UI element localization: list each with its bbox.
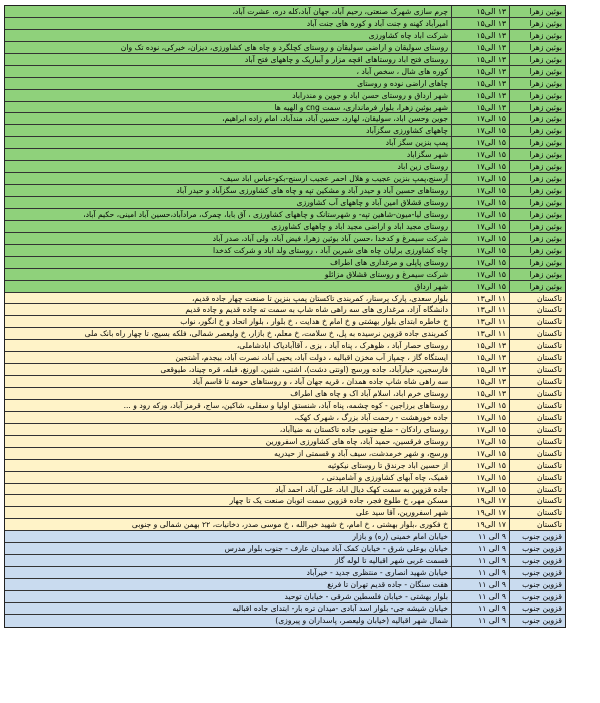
time-range-cell: ۱۵ الی۱۷ — [451, 400, 509, 411]
table-row — [5, 531, 565, 543]
area-description-cell: بلوار بهشتی - خیابان فلسطین شرقی - خیابان توحید — [284, 591, 448, 601]
region-cell: تاکستان — [509, 495, 565, 506]
region-cell: تاکستان — [509, 352, 565, 363]
area-description-cell: پمپ بنزین سگز آباد — [385, 138, 448, 148]
time-range-cell: ۱۵ الی۱۷ — [451, 185, 509, 196]
area-description-cell: کوره های شال ، سخص آباد ، — [356, 66, 448, 76]
region-cell: تاکستان — [509, 484, 565, 495]
region-cell: قزوین جنوب — [509, 555, 565, 566]
time-range-cell: ۱۱ الی۱۳ — [451, 316, 509, 327]
area-description-cell: روستای پاپلی و مرغداری های اطراف — [330, 257, 448, 267]
region-cell: تاکستان — [509, 316, 565, 327]
area-description-cell: امیرآباد کهنه و جنت آباد و کوره های جنت آباد — [306, 18, 448, 28]
time-range-cell: ۱۳ الی۱۵ — [451, 6, 509, 17]
table-row — [5, 591, 565, 603]
region-cell: بوئین زهرا — [509, 66, 565, 77]
time-range-cell: ۹ الی ۱۱ — [451, 567, 509, 578]
area-description-cell: چاههای کشاورزی سگزآباد — [366, 126, 448, 136]
area-description-cell: روستاهای برزاجین - کوه چشمه، پناه آباد، شنستق اولیا و سفلی، شاکین، ساج، قرمز آباد، ورکه رود و ... — [123, 400, 448, 410]
area-description-cell: چرم سازی شهرک صنعتی، رحیم آباد، جهان آباد،کله دره، عشرت آباد، — [232, 7, 448, 16]
table-row — [5, 579, 565, 591]
area-description-cell: شرکت اباد چاه کشاورزی — [368, 30, 448, 40]
time-range-cell: ۱۵ الی۱۷ — [451, 125, 509, 136]
region-cell: بوئین زهرا — [509, 221, 565, 232]
region-cell: تاکستان — [509, 507, 565, 518]
region-cell: بوئین زهرا — [509, 257, 565, 268]
time-range-cell: ۹ الی ۱۱ — [451, 531, 509, 542]
area-description-cell: خیابان شیشه جی- بلوار اسد آبادی -میدان تره بار- ابتدای جاده اقبالیه — [232, 603, 448, 613]
region-cell: قزوین جنوب — [509, 579, 565, 590]
table-row — [5, 615, 565, 627]
table-row — [5, 221, 565, 233]
table-row — [5, 113, 565, 125]
area-description-cell: ایستگاه گاز ، چمپاز آب مخزن اقبالیه ، دولت آباد، یحیی آباد، نصرت آباد، بیجدم، آشتجین — [175, 353, 448, 363]
area-description-cell: شرکت سیمرغ و کدخدا ،حسن آباد بوئین زهرا، فیض آباد، ولی آباد، صدر آباد — [212, 233, 448, 243]
time-range-cell: ۱۵ الی۱۷ — [451, 472, 509, 483]
region-cell: بوئین زهرا — [509, 6, 565, 17]
area-description-cell: روستای فتح اباد روستاهای اقچه مزار و آبباریک و چاههای فتح آباد — [244, 54, 448, 64]
time-range-cell: ۱۳ الی۱۵ — [451, 340, 509, 351]
table-row — [5, 472, 565, 484]
area-description-cell: شهر ارداق — [414, 281, 448, 291]
region-cell: بوئین زهرا — [509, 149, 565, 160]
table-row — [5, 6, 565, 18]
table-row — [5, 424, 565, 436]
region-cell: تاکستان — [509, 436, 565, 447]
table-row — [5, 519, 565, 531]
area-description-cell: روستای فرقسین، حمید آباد، چاه های کشاورزی اسفرورین — [265, 436, 448, 446]
time-range-cell: ۱۵ الی۱۷ — [451, 448, 509, 459]
region-cell: بوئین زهرا — [509, 269, 565, 280]
time-range-cell: ۱۵ الی۱۷ — [451, 269, 509, 280]
region-cell: تاکستان — [509, 293, 565, 304]
region-cell: تاکستان — [509, 328, 565, 339]
area-description-cell: روستای قشلاق امین آباد و چاههای آب کشاورزی — [296, 198, 448, 207]
table-row — [5, 90, 565, 102]
table-row — [5, 30, 565, 42]
region-cell: قزوین جنوب — [509, 591, 565, 602]
time-range-cell: ۱۵ الی۱۷ — [451, 161, 509, 172]
time-range-cell: ۱۱ الی۱۳ — [451, 328, 509, 339]
table-row — [5, 78, 565, 90]
area-description-cell: خیابان شهید انصاری - منتظری جدید - خیرآباد — [306, 568, 448, 578]
region-cell: بوئین زهرا — [509, 54, 565, 65]
area-description-cell: جاده قزوین به سمت کهک دیال اباد، علی آباد، احمد آباد — [275, 484, 448, 494]
time-range-cell: ۹ الی ۱۱ — [451, 555, 509, 566]
region-cell: بوئین زهرا — [509, 30, 565, 41]
time-range-cell: ۱۳ الی۱۵ — [451, 388, 509, 399]
area-description-cell: دانشگاه آزاد، مرغداری های سه راهی شاه شاپ به سمت ته چاده قدیم و چاده قدیم — [185, 305, 448, 315]
table-row — [5, 388, 565, 400]
area-description-cell: کمربندی جاده قزوین نرسیده به پل، خ سلامت، خ معلم، خ بازار، خ ولیعصر شمالی، فلکه بسیج، تا چهار راه بانک ملی — [84, 329, 448, 339]
table-row — [5, 185, 565, 197]
table-row — [5, 352, 565, 364]
region-cell: تاکستان — [509, 460, 565, 471]
table-row — [5, 66, 565, 78]
time-range-cell: ۱۵ الی۱۷ — [451, 149, 509, 160]
table-row — [5, 149, 565, 161]
area-description-cell: چاه کشاورزی برلیان چاه های شیرین آباد ، روستای ولد اباد و شرکت کدخدا — [213, 245, 448, 255]
time-range-cell: ۱۵ الی۱۷ — [451, 233, 509, 244]
region-cell: تاکستان — [509, 388, 565, 399]
region-cell: قزوین جنوب — [509, 531, 565, 542]
time-range-cell: ۱۳ الی۱۵ — [451, 30, 509, 41]
time-range-cell: ۱۵ الی۱۷ — [451, 137, 509, 148]
time-range-cell: ۱۳ الی۱۵ — [451, 364, 509, 375]
table-row — [5, 257, 565, 269]
table-row — [5, 281, 565, 293]
table-row — [5, 245, 565, 257]
region-cell: بوئین زهرا — [509, 137, 565, 148]
region-cell: بوئین زهرا — [509, 113, 565, 124]
area-description-cell: قمیک، چاه آبهای کشاورزی و آشامیدنی ، — [321, 472, 448, 482]
table-row — [5, 18, 565, 30]
time-range-cell: ۱۵ الی۱۷ — [451, 257, 509, 268]
region-cell: تاکستان — [509, 424, 565, 435]
region-cell: بوئین زهرا — [509, 197, 565, 208]
area-description-cell: جاده خورهشت - رحمت آباد بزرگ ، شهرک کهک، — [294, 412, 448, 422]
table-row — [5, 197, 565, 209]
table-row — [5, 448, 565, 460]
area-description-cell: شرکت سیمرغ و روستای قشلاق مزائلو — [324, 269, 448, 279]
table-row — [5, 412, 565, 424]
time-range-cell: ۱۷ الی۱۹ — [451, 507, 509, 518]
area-description-cell: روستاهای حسین آباد و حیدر آباد و مشکین تپه و چاه های کشاورزی سگزآباد و حیدر آباد — [176, 186, 448, 196]
time-range-cell: ۹ الی ۱۱ — [451, 615, 509, 627]
area-description-cell: روستای سولیقان و اراضی سولیقان و روستای کچلگرد و چاه های کشاورزی، دیزان، خیرکی، نوده تک وان — [120, 42, 448, 52]
table-row — [5, 460, 565, 472]
time-range-cell: ۱۳ الی۱۵ — [451, 376, 509, 387]
outage-schedule-table — [4, 5, 566, 628]
region-cell: تاکستان — [509, 412, 565, 423]
region-cell: بوئین زهرا — [509, 209, 565, 220]
table-row — [5, 173, 565, 185]
time-range-cell: ۱۵ الی۱۷ — [451, 436, 509, 447]
region-cell: تاکستان — [509, 340, 565, 351]
region-cell: قزوین جنوب — [509, 567, 565, 578]
table-row — [5, 209, 565, 221]
time-range-cell: ۱۵ الی۱۷ — [451, 197, 509, 208]
area-description-cell: مسکن مهر، خ طلوع فجر، جاده قزوین سمت اتوبان صنعت یک تا چهار — [229, 496, 448, 506]
table-row — [5, 54, 565, 66]
time-range-cell: ۱۳ الی۱۵ — [451, 54, 509, 65]
area-description-cell: روستای حصار آباد ، ظوهرک ، پناه آباد ، بزی ، آقاآبادیاک ابادشاملی، — [236, 341, 448, 351]
table-row — [5, 543, 565, 555]
table-row — [5, 484, 565, 496]
region-cell: تاکستان — [509, 376, 565, 387]
table-row — [5, 316, 565, 328]
table-row — [5, 364, 565, 376]
area-description-cell: خیابان امام خمینی (ره) و بازار — [352, 532, 448, 542]
area-description-cell: شهر سگزاباد — [406, 150, 448, 160]
area-description-cell: سه راهی شاه شاپ جاده همدان ، قریه جهان آباد ، و روستاهای حومه تا قاسم آباد — [192, 377, 448, 387]
region-cell: بوئین زهرا — [509, 161, 565, 172]
region-cell: بوئین زهرا — [509, 78, 565, 89]
table-row — [5, 567, 565, 579]
time-range-cell: ۹ الی ۱۱ — [451, 543, 509, 554]
table-row — [5, 376, 565, 388]
area-description-cell: شهر اسفرورین، آقا سید علی — [356, 508, 448, 518]
time-range-cell: ۱۵ الی۱۷ — [451, 460, 509, 471]
time-range-cell: ۱۷ الی۱۹ — [451, 495, 509, 506]
time-range-cell: ۱۳ الی۱۵ — [451, 78, 509, 89]
region-cell: بوئین زهرا — [509, 18, 565, 29]
table-row — [5, 102, 565, 114]
table-row — [5, 233, 565, 245]
region-cell: بوئین زهرا — [509, 185, 565, 196]
region-cell: بوئین زهرا — [509, 42, 565, 53]
area-description-cell: شهر بوئین زهرا، بلوار فرمانداری، سمت cng و الهیه ها — [274, 102, 448, 112]
table-row — [5, 137, 565, 149]
table-row — [5, 328, 565, 340]
time-range-cell: ۹ الی ۱۱ — [451, 603, 509, 614]
time-range-cell: ۱۵ الی۱۷ — [451, 173, 509, 184]
area-description-cell: خ فکوری ،بلوار بهشتی ، خ امام، خ شهید خیرالله ، خ موسی صدر، دخانیات، ۲۲ بهمن شمالی و جنوبی — [131, 520, 448, 530]
table-row — [5, 269, 565, 281]
table-row — [5, 603, 565, 615]
area-description-cell: آرسنج،پمپ بنزین عجیب و هلال احمر عجیب ارسنج-بکو-عباس اباد سیف- — [219, 174, 448, 184]
region-cell: بوئین زهرا — [509, 90, 565, 101]
time-range-cell: ۱۳ الی۱۵ — [451, 352, 509, 363]
time-range-cell: ۱۵ الی۱۷ — [451, 412, 509, 423]
time-range-cell: ۱۷ الی۱۹ — [451, 519, 509, 530]
table-row — [5, 125, 565, 137]
region-cell: بوئین زهرا — [509, 281, 565, 292]
area-description-cell: خیابان بوعلی شرق - خیابان کمک آباد میدان عارف - جنوب بلوار مدرس — [224, 544, 448, 554]
region-cell: تاکستان — [509, 472, 565, 483]
time-range-cell: ۱۳ الی۱۵ — [451, 42, 509, 53]
region-cell: تاکستان — [509, 304, 565, 315]
region-cell: بوئین زهرا — [509, 245, 565, 256]
table-row — [5, 400, 565, 412]
area-description-cell: قسمت غربی شهر اقبالیه تا لوله گاز — [334, 556, 448, 566]
table-row — [5, 507, 565, 519]
area-description-cell: خ خاطره ابتدای بلوار بهشتی و خ امام خ هدایت ، خ بلوار ، بلوار اتحاد و خ انگور، نواب — [180, 317, 448, 327]
time-range-cell: ۱۳ الی۱۵ — [451, 66, 509, 77]
area-description-cell: فارسجین، خیارآباد، جاده ورسج (اونتی دشت)، اشنی، شنین، اورنغ، قبله، قره چیناد، طیوقعی — [160, 365, 448, 375]
time-range-cell: ۱۳ الی۱۵ — [451, 102, 509, 113]
area-description-cell: روستای خرم اباد، اسلام آباد اک و چاه های اطراف — [290, 389, 448, 398]
area-description-cell: روستای رادکان - ضلع جنوبی جاده تاکستان به ضیاآباد، — [279, 424, 448, 434]
table-row — [5, 293, 565, 305]
region-cell: تاکستان — [509, 448, 565, 459]
table-row — [5, 436, 565, 448]
area-description-cell: هفت سنگان - جاده قدیم تهران تا فرنغ — [327, 580, 448, 589]
region-cell: تاکستان — [509, 519, 565, 530]
time-range-cell: ۱۵ الی۱۷ — [451, 281, 509, 292]
area-description-cell: روستای زین اباد — [397, 162, 448, 172]
region-cell: تاکستان — [509, 400, 565, 411]
area-description-cell: چاهای اراضی نوده و روستای — [357, 78, 448, 88]
area-description-cell: شمال شهر اقبالیه (خیابان ولیعصر، پاسداران و پیروزی) — [275, 615, 448, 625]
region-cell: بوئین زهرا — [509, 233, 565, 244]
table-row — [5, 555, 565, 567]
area-description-cell: روستای مجید اباد و اراضی مجید اباد و چاههای کشاورزی — [271, 221, 448, 231]
time-range-cell: ۱۵ الی۱۷ — [451, 221, 509, 232]
table-row — [5, 161, 565, 173]
area-description-cell: بلوار سعدی، پارک پرستار، کمربندی تاکستان پمپ بنزین تا صنعت چهار جاده قدیم، — [191, 293, 448, 303]
time-range-cell: ۱۵ الی۱۷ — [451, 209, 509, 220]
time-range-cell: ۱۵ الی۱۷ — [451, 113, 509, 124]
time-range-cell: ۹ الی ۱۱ — [451, 579, 509, 590]
region-cell: بوئین زهرا — [509, 125, 565, 136]
table-row — [5, 304, 565, 316]
time-range-cell: ۱۱ الی۱۳ — [451, 293, 509, 304]
table-row — [5, 340, 565, 352]
table-row — [5, 495, 565, 507]
area-description-cell: ورسج، و شهر خرمدشت، سیف آباد و قسمتی از حیدریه — [274, 448, 448, 458]
table-row — [5, 42, 565, 54]
time-range-cell: ۱۵ الی۱۷ — [451, 484, 509, 495]
region-cell: قزوین جنوب — [509, 603, 565, 614]
area-description-cell: روستای لیا-میون-شاهین تپه- و شهرستانک و چاههای کشاورزی ، آق بابا، چمرک، مرادآباد،حسین آباد امینی، حکیم آباد، — [83, 209, 448, 219]
time-range-cell: ۱۵ الی۱۷ — [451, 424, 509, 435]
region-cell: قزوین جنوب — [509, 543, 565, 554]
region-cell: قزوین جنوب — [509, 615, 565, 627]
area-description-cell: جوین وحسن اباد، سولیقان، لهارد، حسین آباد، مندآباد، امام زاده ابراهیم، — [222, 114, 448, 124]
area-description-cell: از حسین اباد جرندق تا روستای نیکوئیه — [327, 460, 448, 470]
time-range-cell: ۱۱ الی۱۳ — [451, 304, 509, 315]
region-cell: تاکستان — [509, 364, 565, 375]
time-range-cell: ۱۳ الی۱۵ — [451, 90, 509, 101]
time-range-cell: ۱۵ الی۱۷ — [451, 245, 509, 256]
region-cell: بوئین زهرا — [509, 173, 565, 184]
time-range-cell: ۹ الی ۱۱ — [451, 591, 509, 602]
region-cell: بوئین زهرا — [509, 102, 565, 113]
time-range-cell: ۱۳ الی۱۵ — [451, 18, 509, 29]
area-description-cell: شهر ارداق و روستای حسن اباد و جوین و مندراباد — [292, 90, 448, 100]
